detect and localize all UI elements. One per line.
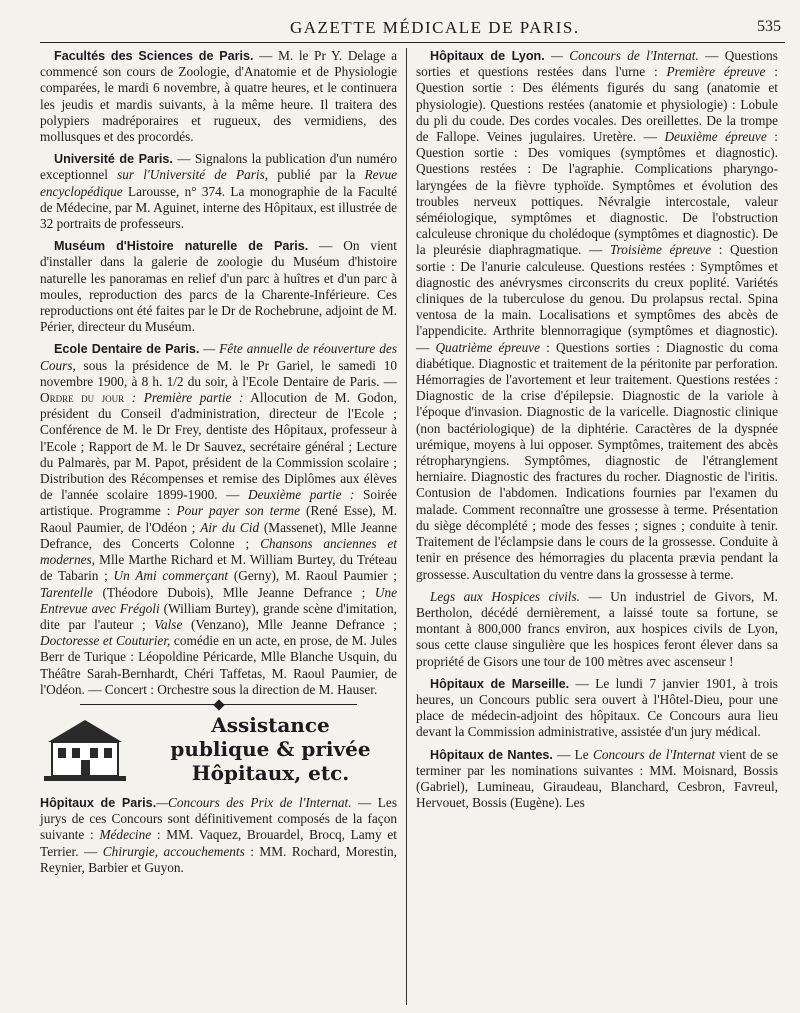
article-legs	[416, 589, 778, 670]
banner-line: Assistance	[211, 712, 330, 737]
article-body: — Le lundi 7 janvier 1901, à trois heures, un Concours public sera ouvert à l'Hôtel-Dieu, pour une place de médecin-adjoint des hôpitaux. Ce Concours aura lieu devant la Commission administrative, assistée d'un jury médical.	[416, 675, 778, 740]
article-smallcaps: Ordre du jour	[40, 390, 125, 406]
article-body: : Question sortie : Des vomiques (symptômes et diagnostic). Questions restées : De l'agraphie. Complications pharyngo-laryngées de la fièvre typhoïde. Symptômes et évolution des troubles nerveux pottiques. Névralgie intercostale, valeur séméiologique, symptômes et diagnostic. De l'obstruction calculeuse chronique du cholédoque (symptômes et diagnostic). De la pleurésie diaphragmatique. —	[416, 129, 778, 258]
article-body: : MM. Vaquez, Brouardel, Brocq, Lamy et Terrier. —	[40, 827, 397, 859]
page-header	[40, 14, 785, 43]
right-column	[416, 48, 778, 1005]
article-body: — Les jurys de ces Concours sont définitivement composés de la façon suivante :	[40, 794, 397, 843]
article-hopitaux-nantes	[416, 747, 778, 812]
article-body: (René Esse), M. Raoul Paumier, de l'Odéon ;	[40, 503, 398, 535]
article-italic: sur l'Université de Paris,	[117, 167, 269, 183]
article-museum	[40, 238, 397, 335]
article-heading: Ecole Dentaire de Paris.	[54, 342, 200, 357]
hospital-building-icon	[40, 714, 130, 784]
article-italic: Deuxième partie :	[248, 487, 355, 503]
article-heading: Hôpitaux de Nantes.	[430, 747, 553, 762]
article-italic: Chirurgie, accouchements	[102, 843, 245, 859]
article-heading: Université de Paris.	[54, 152, 173, 167]
article-hopitaux-lyon	[416, 48, 778, 583]
section-banner	[40, 713, 397, 785]
banner-title	[144, 713, 397, 785]
article-heading: Hôpitaux de Marseille.	[430, 676, 570, 691]
article-ecole-dentaire	[40, 341, 397, 697]
article-italic: Tarentelle	[40, 584, 93, 600]
article-heading: Muséum d'Histoire naturelle de Paris.	[54, 239, 309, 254]
article-italic: Médecine	[99, 827, 152, 843]
article-body: : MM. Rochard, Morestin, Reynier, Barbier et Guyon.	[40, 843, 398, 875]
article-body: publié par la	[268, 167, 365, 183]
article-hopitaux-marseille	[416, 676, 778, 741]
article-body: — Questions sorties et questions restées dans l'urne :	[416, 48, 778, 80]
article-hopitaux-paris	[40, 795, 397, 876]
article-body: Soirée artistique. Programme :	[40, 487, 397, 519]
article-italic: Legs aux Hospices civils.	[430, 588, 580, 604]
article-body: — Signalons la publication d'un numéro exceptionnel	[40, 151, 397, 183]
article-body: Larousse, n° 374. La monographie de la Faculté de Médecine, par M. Aguinet, interne des Hôpitaux, est illustrée de 32 portraits de professeurs.	[40, 183, 397, 232]
article-body: Mlle Marthe Richard et M. William Burtey, du Tréteau de Tabarin ;	[40, 552, 397, 584]
article-body: — Le	[552, 746, 593, 762]
article-heading: Hôpitaux de Paris.	[40, 795, 157, 810]
article-italic: Revue encyclopédique	[40, 167, 397, 199]
article-body: — M. le Pr Y. Delage a commencé son cours de Zoologie, d'Anatomie et de Physiologie comparées, le mardi 6 novembre, à quatre heures, et le continuera les jeudis et mardis suivants, à la même heure. Il traitera des polypiers madréporaires et rugueux, des vermidiens, des mollusques et des procordés.	[40, 48, 397, 145]
article-body: comédie en un acte, en prose, de M. Jules Berr de Turique : Léopoldine Péricarde, Mlle Blanche Usquin, du Théâtre Sarah-Bernhardt, Chéri Taffetas, M. Raoul Paumier, de l'Odéon. — Concert : Orchestre sous la direction de M. Hauser.	[40, 633, 397, 697]
article-body: Allocution de M. Godon, président du Conseil d'administration, directeur de l'Ecole ; Conférence de M. le Dr Frey, dentiste des Hôpitaux, professeur à l'Ecole ; Rapport de M. le Dr Sauvez, secrétaire général ; Lecture du Palmarès, par M. Papot, président de la Commission scolaire ; Distribution des Récompenses et remise des Diplômes aux élèves de l'année scolaire 1899-1900. —	[40, 390, 397, 503]
column-divider	[406, 48, 407, 1005]
article-body: vient de se terminer par les nominations suivantes : MM. Moisnard, Bossis (Gabriel), Lumineau, Giraudeau, Blanchard, Cesbron, Favreul, Hervouet, Bossis (Eugène). Les	[416, 746, 779, 811]
article-italic: Chansons anciennes et modernes,	[40, 535, 397, 568]
article-heading: Facultés des Sciences de Paris.	[54, 49, 254, 63]
article-facultes	[40, 48, 397, 145]
article-italic: Pour payer son terme	[176, 503, 301, 519]
article-italic: — Fête annuelle de réouverture des Cours,	[40, 341, 397, 373]
article-body: sous la présidence de M. le Pr Gariel, le samedi 10 novembre 1900, à 8 h. 1/2 du soir, à l'Ecole Dentaire de Paris. —	[40, 357, 397, 389]
article-italic: Air du Cid	[200, 519, 260, 535]
article-italic: Première épreuve	[666, 64, 766, 80]
article-body: (Théodore Dubois), Mlle Jeanne Defrance ;	[92, 584, 375, 600]
banner-line: Hôpitaux, etc.	[191, 760, 350, 785]
article-italic: Valse	[154, 616, 183, 632]
article-body: : Question sortie : De l'anurie calculeuse. Questions restées : Symptômes et diagnostic des anévrysmes circonscrits du creux poplité. Variétés cliniques de la tuberculose du genou. Du prolapsus rectal. Spina ventosa de la main. Localisations et symptômes des abcès de l'appendicite. Arthrite blennorragique (symptômes et diagnostic). —	[416, 242, 779, 355]
article-italic: Quatrième épreuve	[435, 339, 541, 355]
article-italic: —Concours des Prix de l'Internat.	[156, 794, 352, 810]
article-body: — Un industriel de Givors, M. Bertholon, décédé dernièrement, a laissé toute sa fortune, se montant à 800,000 francs environ, aux hospices civils de Lyon, sous cette clause singulière que les hospices feront élever dans sa propriété de Gisors une tour de 100 mètres avec ascenseur !	[416, 588, 778, 669]
article-body: : Question sortie : Des éléments figurés du sang (anatomie et physiologie). Questions restées (anatomie et physiologie) : Lobule du pli du coude. Des cordes vocales. Des oreillettes. De la trompe de Fallope. Veines jugulaires. Uretère. —	[416, 64, 778, 145]
article-italic: Un Ami commerçant	[113, 568, 229, 584]
article-italic: Doctoresse et Couturier,	[40, 633, 171, 649]
article-body: (Gerny), M. Raoul Paumier ;	[228, 568, 397, 584]
article-universite	[40, 151, 397, 232]
article-body: (William Burtey), grande scène d'imitation, dite par l'auteur ;	[40, 600, 397, 632]
article-italic: Deuxième épreuve	[664, 129, 767, 145]
article-body: — On vient d'installer dans la galerie de zoologie du Muséum d'histoire naturelle les panoramas en relief d'un parc à huîtres et d'un parc à moules, reproduction des parcs de la Charente-Inférieure. Ces reproductions ont été faites par le Dr de Rochebrune, adjoint de M. Périer, directeur du Muséum.	[40, 238, 398, 335]
left-column	[40, 48, 397, 1005]
article-italic: : Première partie :	[124, 390, 244, 406]
article-italic: Troisième épreuve	[609, 242, 712, 258]
article-body: (Massenet), Mlle Jeanne Defrance, des Concerts Colonne ;	[40, 519, 397, 551]
banner-line: publique & privée	[170, 736, 371, 761]
article-heading: Hôpitaux de Lyon.	[430, 49, 545, 63]
section-divider	[80, 704, 357, 705]
article-italic: Concours de l'Internat	[592, 746, 716, 762]
page-number: 535	[757, 18, 781, 35]
page-title: GAZETTE MÉDICALE DE PARIS.	[290, 18, 580, 37]
article-italic: Une Entrevue avec Frégoli	[40, 584, 397, 616]
article-body: (Venzano), Mlle Jeanne Defrance ;	[182, 616, 397, 632]
article-body: : Questions sorties : Diagnostic du coma diabétique. Diagnostic et traitement de la péritonite par perforation. Hémorragies de l'avortement et leur traitement. Questions restées : Diagnostic de la crise d'épilepsie. Diagnostic de la variole à l'époque d'invasion. Diagnostic de la varicelle. Diagnostic clinique (non bactériologique) de la diphtérie. Caractères de la dyspnée urémique, moyens à lui opposer. Symptômes, traitement des abcès rétropharyngiens. Symptômes, diagnostic de l'étranglement herniaire. Diagnostic des fractures du rocher. Diagnostic de l'iritis. Contusion de l'abdomen. Indications fournies par l'examen du malade. Comment reconnaître une grossesse à terme. Présentation du siège décomplété ; mode des fesses ; signes ; conduite à tenir. Traitement de l'éclampsie dans le cours de la grossesse. Conduite à tenir en présence des hémorragies du placenta prævia pendant la grossesse. Auscultation du ventre dans la grossesse à terme.	[416, 339, 778, 582]
article-italic: — Concours de l'Internat.	[544, 48, 699, 63]
